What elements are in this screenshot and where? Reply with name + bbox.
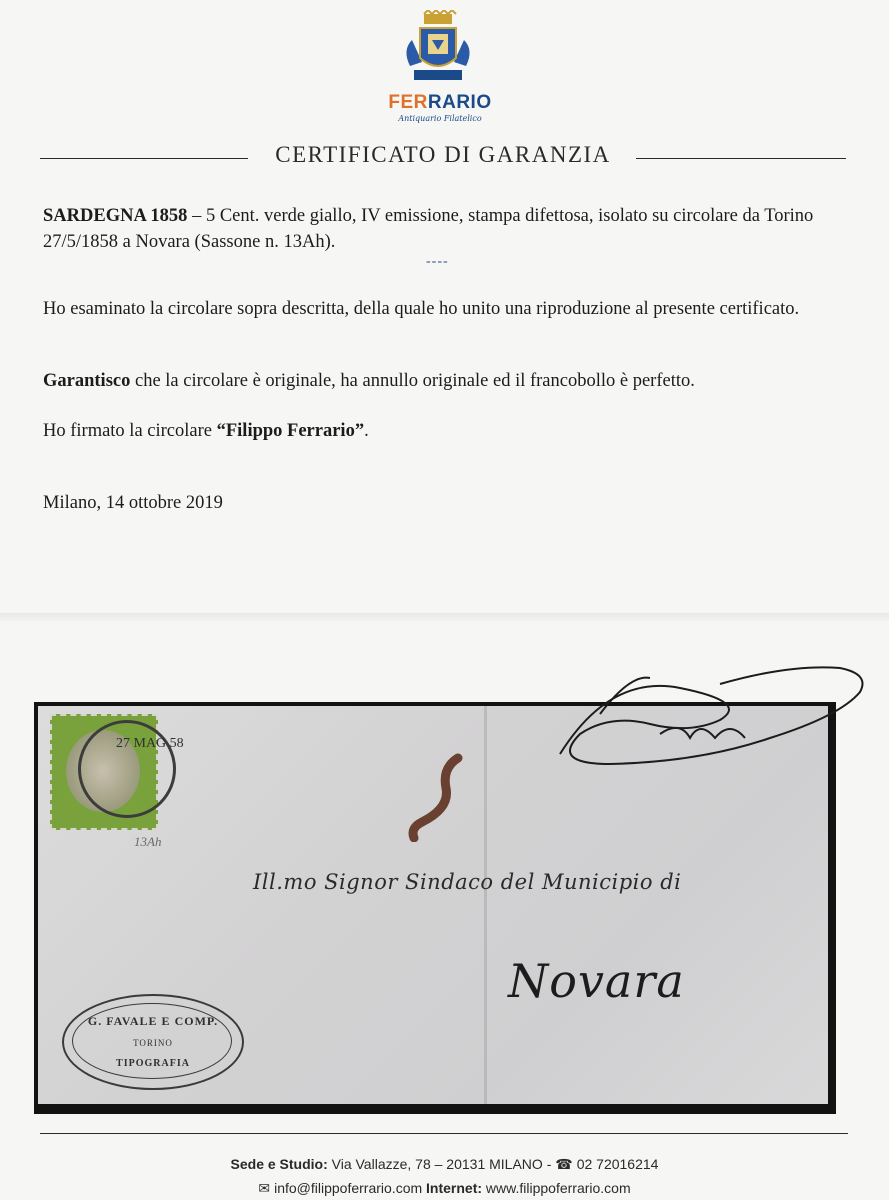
place-date: Milano, 14 ottobre 2019 <box>43 493 223 513</box>
separator: ---- <box>426 254 449 269</box>
title-rule-left <box>40 158 248 159</box>
printer-oval-stamp <box>62 994 244 1090</box>
signed-name: “Filippo Ferrario” <box>216 421 365 441</box>
postmark-circle <box>78 720 176 818</box>
footer-label-internet: Internet: <box>426 1180 483 1196</box>
letter-fold <box>484 706 487 1104</box>
brand-logo-text: FERRARIO <box>388 92 492 113</box>
address-city: Novara <box>508 954 685 1008</box>
guarantee-text: che la circolare è originale, ha annullo originale ed il francobollo è perfetto. <box>130 371 695 391</box>
oval-line-3: TIPOGRAFIA <box>116 1058 190 1069</box>
footer-phone: 02 72016214 <box>576 1156 659 1172</box>
description-text: – 5 Cent. verde giallo, IV emissione, stampa difettosa, isolato su circolare da Torino 27/5/1858 a Novara (Sassone n. 13Ah). <box>43 206 814 252</box>
page-title: CERTIFICATO DI GARANZIA <box>275 142 611 167</box>
envelope-icon: ✉ <box>258 1180 271 1196</box>
guarantee-paragraph <box>43 368 843 394</box>
title-row <box>40 140 848 174</box>
signed-paragraph <box>43 418 843 444</box>
brand-subtitle: Antiquario Filatelico <box>398 114 482 123</box>
footer-label-sede: Sede e Studio: <box>230 1156 328 1172</box>
footer-website[interactable]: www.filippoferrario.com <box>485 1180 631 1196</box>
description-paragraph <box>43 203 843 255</box>
postmark-date: 27 MAG 58 <box>116 736 184 751</box>
footer-rule <box>40 1133 848 1134</box>
footer-address: Via Vallazze, 78 – 20131 MILANO - <box>327 1156 556 1172</box>
expert-signature <box>540 634 870 784</box>
pencil-note: 13Ah <box>134 834 162 849</box>
footer-email[interactable]: info@filippoferrario.com <box>274 1180 423 1196</box>
heraldic-crest-icon <box>400 10 476 90</box>
guarantee-lead: Garantisco <box>43 371 131 391</box>
signed-end: . <box>364 421 369 441</box>
examination-paragraph: Ho esaminato la circolare sopra descritta, della quale ho unito una riproduzione al presente certificato. <box>43 299 800 319</box>
address-line: Ill.mo Signor Sindaco del Municipio di <box>253 870 682 894</box>
ink-mark <box>394 752 474 842</box>
page-fold <box>0 613 889 621</box>
signed-text: Ho firmato la circolare <box>43 421 217 441</box>
oval-line-2: TORINO <box>133 1038 173 1048</box>
phone-icon: ☎ <box>555 1156 573 1172</box>
footer-contact-line <box>0 1180 889 1197</box>
oval-line-1: G. FAVALE E COMP. <box>87 1014 219 1028</box>
description-lead: SARDEGNA 1858 <box>43 206 188 226</box>
title-rule-right <box>636 158 846 159</box>
footer-address-line <box>0 1156 889 1173</box>
